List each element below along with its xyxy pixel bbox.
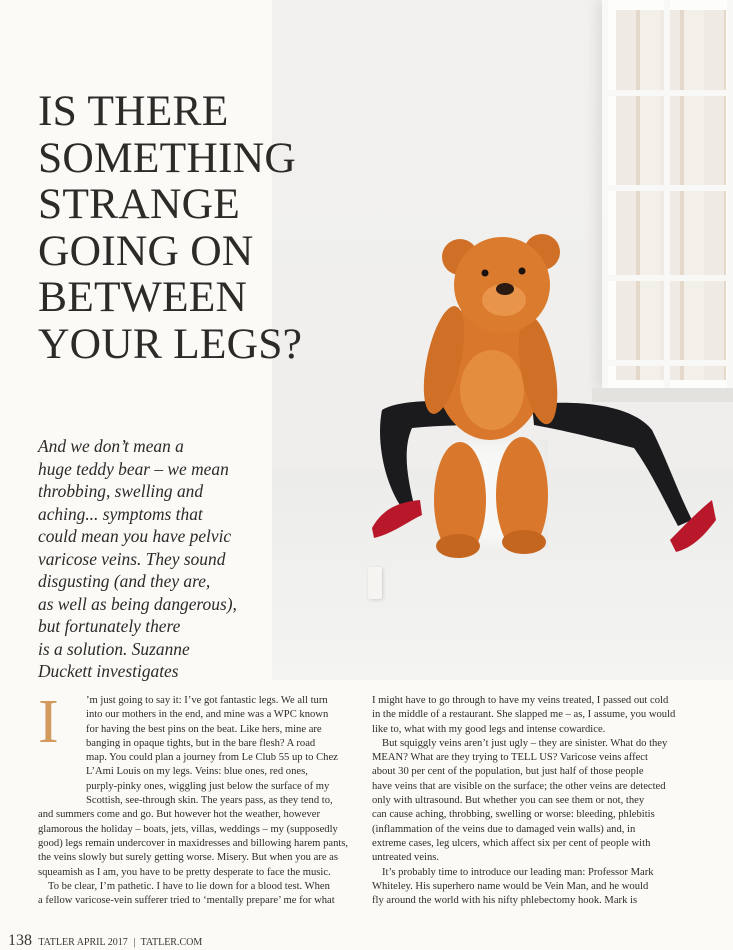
body-line: have veins that are visible on the surface; the other veins are detected: [372, 780, 666, 792]
headline: [38, 88, 368, 367]
body-line: good) legs remain undercover in maxidresses and billowing harem pants,: [38, 837, 349, 849]
body-line: I might have to go through to have my veins treated, I passed out cold: [372, 695, 669, 706]
body-line: ’m just going to say it: I’ve got fantastic legs. We all turn: [86, 695, 328, 706]
bear-belly: [460, 350, 524, 430]
body-line: untreated veins.: [372, 852, 440, 864]
body-line: into our mothers in the end, and mine was a WPC known: [86, 709, 329, 721]
body-line: the veins slowly but surely getting worse. Misery. But when you are as: [38, 852, 339, 864]
body-line: L’Ami Louis on my legs. Veins: blue ones, red ones,: [86, 766, 308, 778]
body-line: squeamish as I am, you have to be pretty desperate to face the music.: [38, 866, 331, 878]
standfirst-line: is a solution. Suzanne: [38, 638, 190, 659]
headline-line: IS THERE: [38, 87, 229, 135]
body-line: It’s probably time to introduce our leading man: Professor Mark: [382, 866, 654, 878]
issue-label: TATLER APRIL 2017: [38, 937, 128, 948]
bear-left-eye: [482, 270, 489, 277]
body-line: Scottish, see-through skin. The years pass, as they tend to,: [86, 795, 333, 807]
standfirst-line: throbbing, swelling and: [38, 481, 204, 501]
body-line: about 30 per cent of the population, but just half of those people: [372, 766, 644, 778]
body-line: banging in opaque tights, but in the bare flesh? A road: [86, 737, 316, 749]
standfirst-line: but fortunately there: [38, 616, 181, 636]
standfirst-line: disgusting (and they are,: [38, 571, 211, 591]
standfirst-line: huge teddy bear – we mean: [38, 458, 229, 479]
footer-separator: |: [133, 937, 136, 948]
body-line: a fellow varicose-vein sufferer tried to ‘mentally prepare’ me for what: [38, 895, 335, 907]
body-line: To be clear, I’m pathetic. I have to lie down for a blood test. When: [48, 880, 330, 892]
headline-line: GOING ON: [38, 226, 254, 275]
body-line: (inflammation of the veins due to damaged vein walls) and, in: [372, 823, 636, 835]
standfirst: [38, 435, 273, 683]
body-line: extreme cases, leg ulcers, which affect six per cent of people with: [372, 837, 651, 849]
body-line: glamorous the holiday – boats, jets, villas, weddings – my (supposedly: [38, 823, 338, 835]
standfirst-line: Duckett investigates: [38, 661, 179, 681]
body-line: only with ultrasound. But whether you can see them or not, they: [372, 795, 645, 807]
body-line: fly around the world with his nifty phlebectomy hook. Mark is: [372, 895, 638, 907]
body-column-1: [38, 688, 356, 908]
bear-right-eye: [519, 268, 526, 275]
headline-line: YOUR LEGS?: [38, 319, 303, 368]
body-line: But squiggly veins aren’t just ugly – they are sinister. What do they: [382, 737, 668, 749]
body-line: in the middle of a restaurant. She slapped me – as, I assume, you would: [372, 709, 676, 721]
headline-line: STRANGE: [38, 180, 240, 228]
page-number: 138: [8, 932, 32, 949]
left-shoe: [372, 500, 422, 538]
drop-cap: I: [38, 688, 59, 756]
body-line: can cause aching, throbbing, swelling or worse: bleeding, phlebitis: [372, 809, 655, 821]
standfirst-line: And we don’t mean a: [38, 436, 184, 456]
standfirst-line: varicose veins. They sound: [38, 548, 226, 569]
body-column-2: [372, 694, 698, 908]
headline-line: BETWEEN: [38, 273, 248, 321]
page-footer: [8, 932, 202, 950]
standfirst-line: as well as being dangerous),: [38, 593, 237, 614]
body-line: for having the best pins on the beat. Like hers, mine are: [86, 723, 322, 735]
standfirst-line: aching... symptoms that: [38, 503, 203, 524]
body-line: MEAN? What are they trying to TELL US? Varicose veins affect: [372, 752, 648, 764]
body-line: map. You could plan a journey from Le Club 55 up to Chez: [86, 752, 338, 764]
site-label: TATLER.COM: [140, 937, 203, 948]
headline-line: SOMETHING: [38, 133, 296, 182]
body-line: Whiteley. His superhero name would be Vein Man, and he would: [372, 880, 649, 892]
body-line: like to, what with my good legs and intense cowardice.: [372, 723, 606, 735]
bear-nose: [496, 283, 514, 295]
right-leg: [532, 403, 692, 526]
standfirst-line: could mean you have pelvic: [38, 526, 232, 546]
body-line: and summers come and go. But however hot the weather, however: [38, 809, 320, 821]
body-line: purply-pinky ones, wiggling just below the surface of my: [86, 780, 330, 792]
